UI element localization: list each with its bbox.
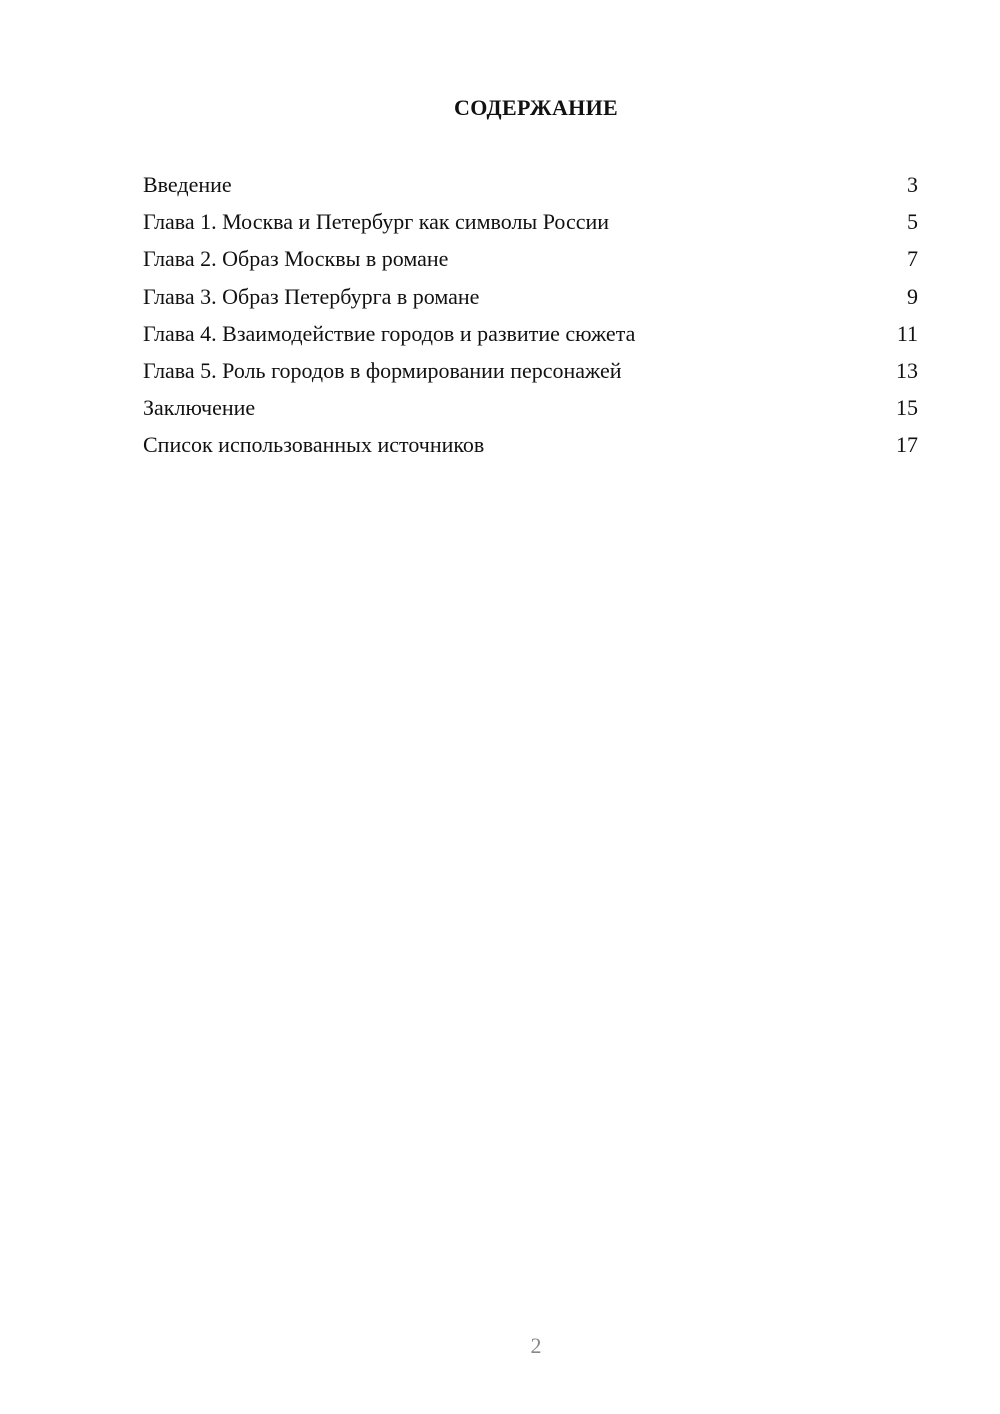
toc-entry-label: Глава 1. Москва и Петербург как символы России [143,209,610,235]
page-number: 2 [530,1333,542,1358]
table-of-contents [143,168,918,466]
toc-entry-label: Заключение [143,395,256,421]
toc-entry-label: Глава 2. Образ Москвы в романе [143,246,449,272]
toc-entry-label: Глава 3. Образ Петербурга в романе [143,283,480,309]
toc-entry-page: 7 [907,246,918,272]
toc-entry [143,280,918,317]
toc-entry [143,168,918,205]
toc-entry-page: 9 [907,283,918,309]
toc-entry-page: 3 [907,172,918,197]
page-title: СОДЕРЖАНИЕ [454,95,618,120]
toc-entry-label: Глава 4. Взаимодействие городов и развитие сюжета [143,320,636,346]
toc-entry-page: 15 [896,395,918,421]
toc-entry-label: Введение [143,172,232,197]
toc-entry [143,205,918,242]
toc-entry [143,242,918,279]
toc-entry-page: 5 [907,209,918,235]
toc-entry [143,354,918,391]
toc-entry-page: 11 [896,320,918,346]
toc-entry [143,391,918,428]
toc-entry [143,317,918,354]
toc-entry-page: 17 [896,432,918,458]
toc-entry-label: Список использованных источников [143,432,485,458]
toc-entry [143,428,918,465]
toc-entry-label: Глава 5. Роль городов в формировании персонажей [143,357,622,383]
toc-entry-page: 13 [896,357,918,383]
